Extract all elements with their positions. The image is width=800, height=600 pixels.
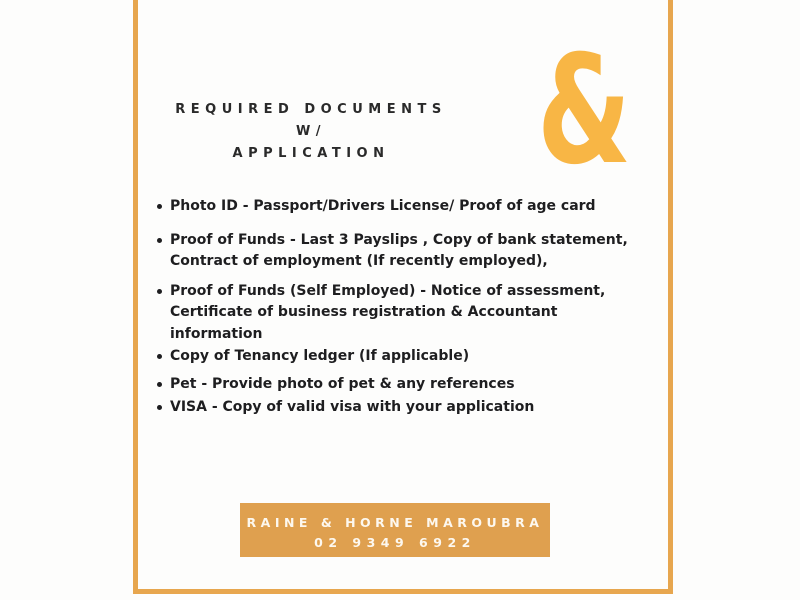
list-item: VISA - Copy of valid visa with your application (155, 397, 637, 419)
list-item: Pet - Provide photo of pet & any references (155, 374, 637, 396)
poster-title (158, 99, 464, 165)
poster-title-line2: APPLICATION (232, 146, 390, 161)
ampersand-logo-icon: & (537, 24, 632, 198)
required-documents-list (155, 196, 637, 419)
phone-number: 02 9349 6922 (314, 535, 476, 550)
list-item: Copy of Tenancy ledger (If applicable) (155, 346, 637, 368)
list-item: Photo ID - Passport/Drivers License/ Proof of age card (155, 196, 637, 218)
footer-banner (240, 503, 550, 557)
list-item: Proof of Funds (Self Employed) - Notice of assessment, Certificate of business registration & Accountant information (155, 281, 637, 346)
list-item: Proof of Funds - Last 3 Payslips , Copy of bank statement, Contract of employment (If recently employed), (155, 230, 637, 273)
poster-title-line1: REQUIRED DOCUMENTS W/ (175, 102, 447, 139)
agency-name: RAINE & HORNE MAROUBRA (246, 515, 544, 530)
